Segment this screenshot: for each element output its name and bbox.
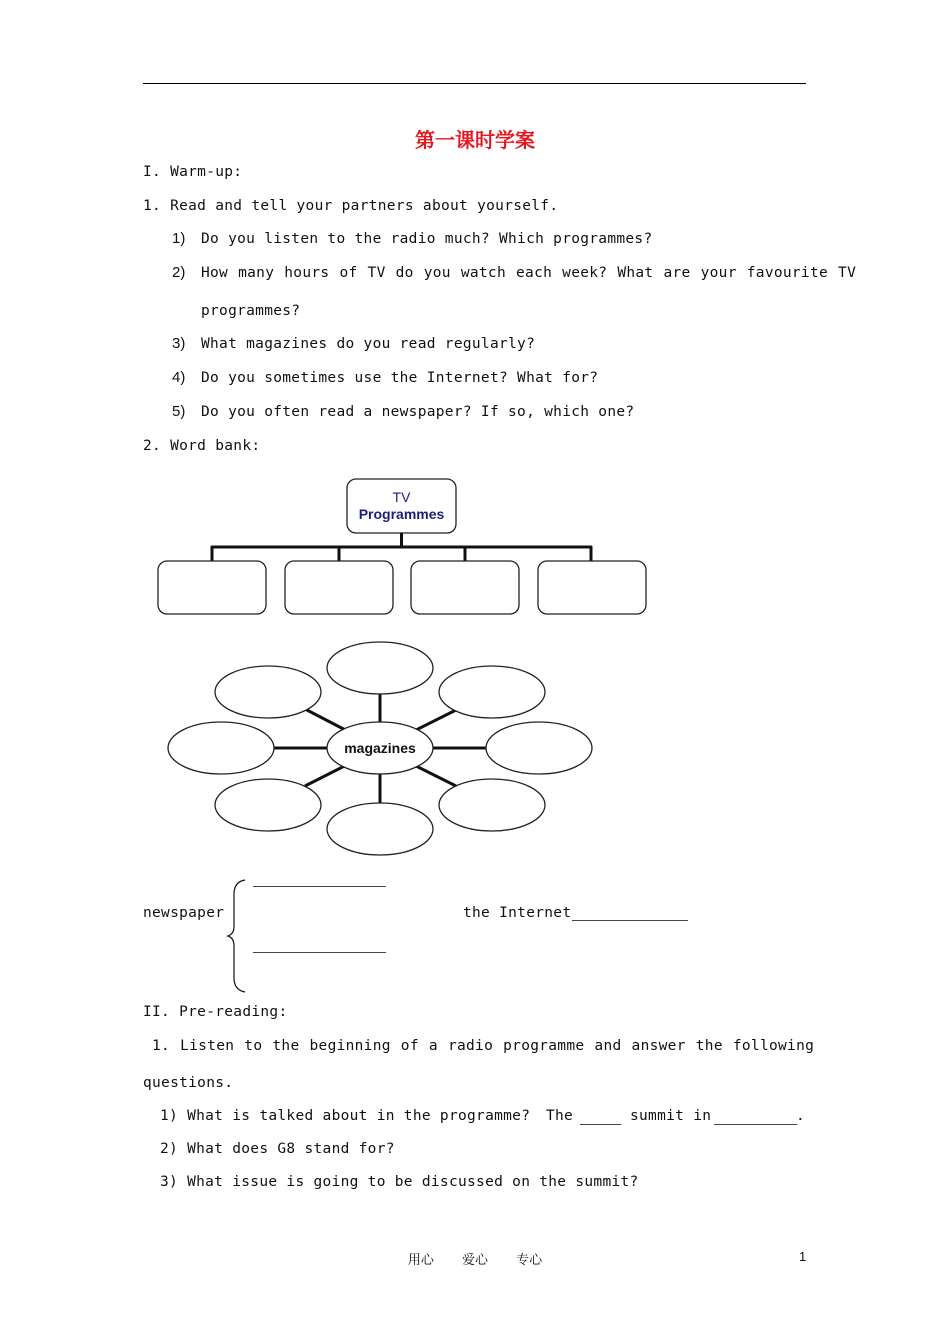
section2-item1-line2: questions. [143,1075,234,1091]
spider-petal [168,722,274,774]
magazines-spider [168,642,592,855]
pre-q1-period: . [796,1108,806,1124]
footer [0,1249,950,1268]
pre-q1-blank-2[interactable] [714,1112,797,1125]
footer-word: 专心 [516,1253,543,1268]
q5-number: 5) [172,403,186,420]
q2-text: How many hours of TV do you watch each week? What are your favourite TV [201,265,857,281]
tree-child-box [411,561,519,614]
section1-item1: 1. Read and tell your partners about yourself. [143,198,559,214]
spider-petal [486,722,592,774]
tree-child-box [538,561,646,614]
internet-blank[interactable] [572,908,688,921]
footer-word: 爱心 [461,1253,488,1268]
section1-item2: 2. Word bank: [143,438,261,454]
q2-text-cont: programmes? [201,303,301,319]
q3-text: What magazines do you read regularly? [201,336,536,352]
section1-heading: I. Warm-up: [143,164,243,180]
internet-label: the Internet [463,905,572,921]
section2-item1-line1: 1. Listen to the beginning of a radio programme and answer the following [152,1038,815,1054]
newspaper-blank-bottom[interactable] [253,940,386,953]
spider-petal [327,803,433,855]
spider-petal [327,642,433,694]
pre-q1-answer-a: The [546,1108,574,1124]
tree-child-box [285,561,393,614]
tree-child-box [158,561,266,614]
q2-number: 2) [172,264,186,281]
tv-programmes-tree [158,479,646,614]
spider-center-label: magazines [344,740,416,756]
pre-q1-blank-1[interactable] [580,1112,621,1125]
tree-root-line2: Programmes [358,506,445,522]
q1-number: 1) [172,230,186,247]
q3-number: 3) [172,335,186,352]
page-number: 1 [799,1249,807,1264]
spider-petal [439,666,545,718]
newspaper-brace [228,880,245,992]
q4-number: 4) [172,369,186,386]
pre-q1-text: 1) What is talked about in the programme? [160,1108,531,1124]
pre-q3-text: 3) What issue is going to be discussed on the summit? [160,1174,639,1190]
newspaper-blank-top[interactable] [253,874,386,887]
footer-word: 用心 [407,1253,434,1268]
q5-text: Do you often read a newspaper? If so, which one? [201,404,635,420]
tree-root-line1: TV [392,489,411,505]
page-title: 第一课时学案 [415,128,535,152]
section2-heading: II. Pre-reading: [143,1004,288,1020]
spider-petal [439,779,545,831]
q1-text: Do you listen to the radio much? Which programmes? [201,231,653,247]
newspaper-label: newspaper [143,905,225,921]
spider-petal [215,779,321,831]
pre-q1-answer-b: summit in [630,1108,712,1124]
q4-text: Do you sometimes use the Internet? What for? [201,370,599,386]
spider-petal [215,666,321,718]
pre-q2-text: 2) What does G8 stand for? [160,1141,395,1157]
